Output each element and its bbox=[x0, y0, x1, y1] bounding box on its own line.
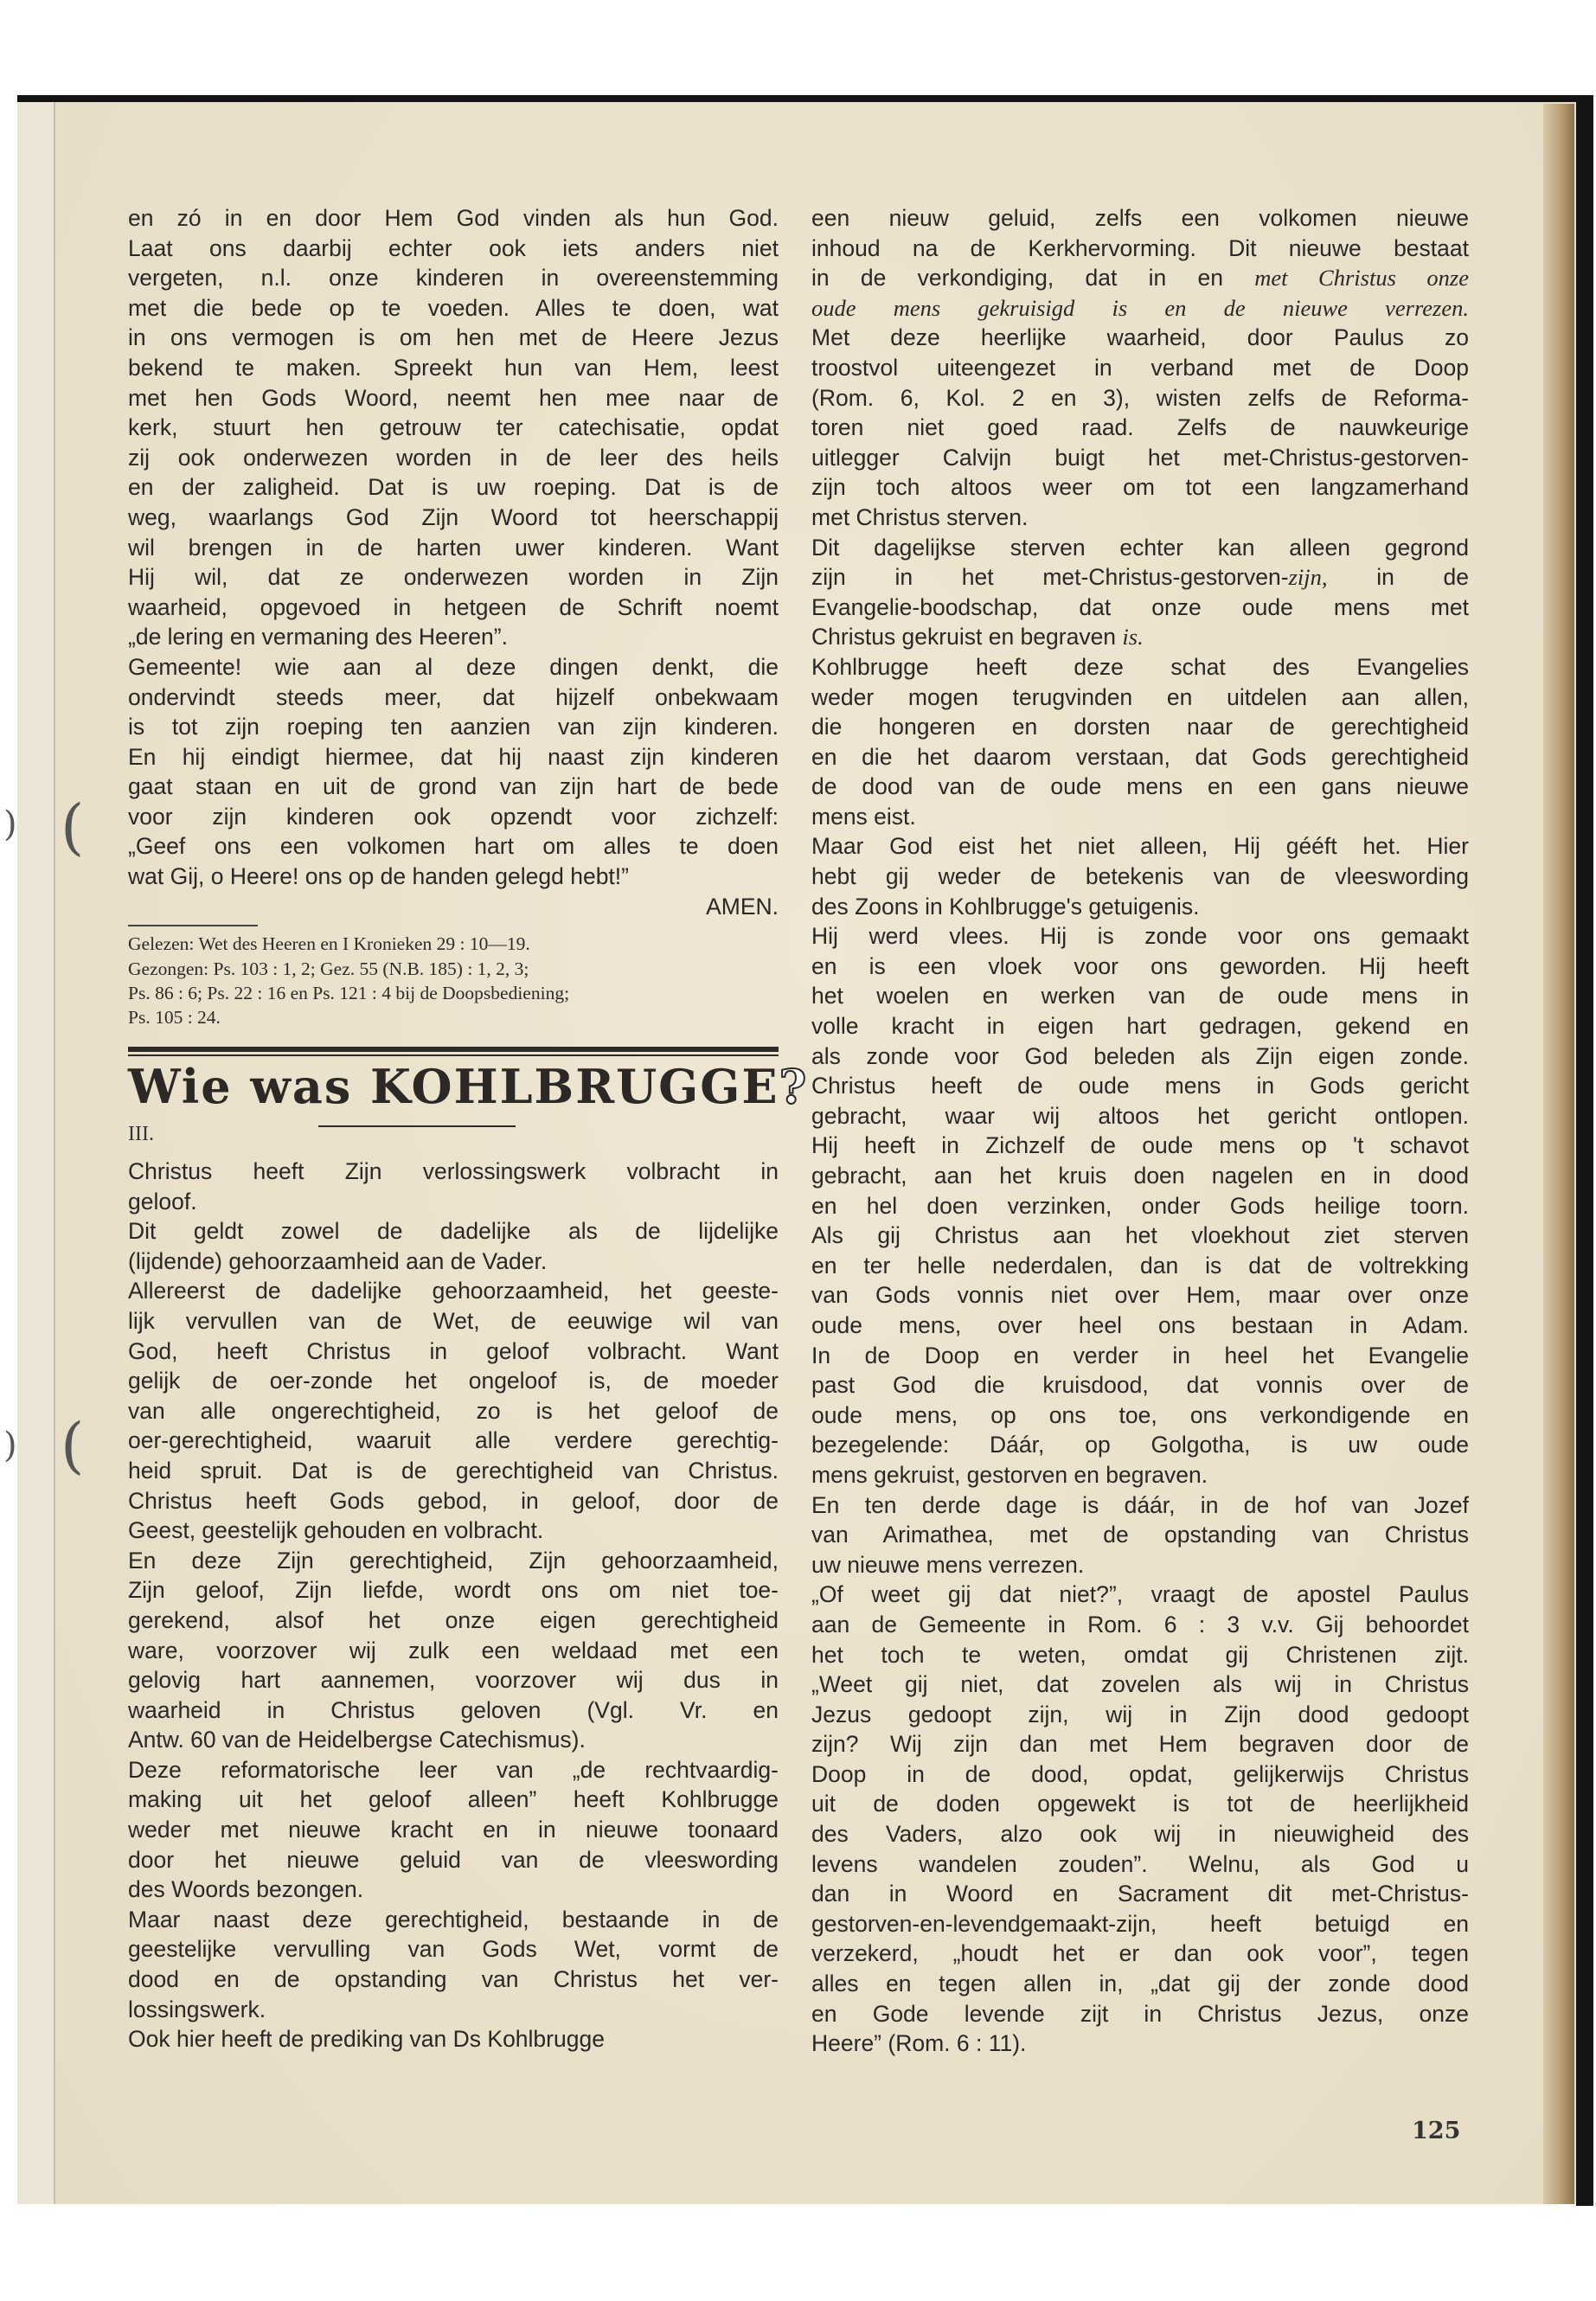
article-line: zijn toch altoos weer om tot een langzamerhand bbox=[811, 474, 1469, 501]
article-line: hebt gij weder de betekenis van de vleeswording bbox=[811, 863, 1469, 890]
article-line: ware, voorzover wij zulk een weldaad met een bbox=[128, 1637, 779, 1663]
article-line: Allereerst de dadelijke gehoorzaamheid, het geeste- bbox=[128, 1278, 779, 1304]
article-line: en ter helle nederdalen, dan is dat de voltrekking bbox=[811, 1252, 1469, 1279]
article-line: geloof. bbox=[128, 1188, 197, 1215]
sermon-line: en der zaligheid. Dat is uw roeping. Dat is de bbox=[128, 474, 779, 501]
sermon-line: bekend te maken. Spreekt hun van Hem, leest bbox=[128, 354, 779, 381]
article-line: „Of weet gij dat niet?”, vraagt de apostel Paulus bbox=[811, 1581, 1469, 1608]
page-number: 125 bbox=[1412, 2118, 1461, 2144]
article-line: heid spruit. Dat is de gerechtigheid van Christus. bbox=[128, 1457, 779, 1484]
sermon-line: gaat staan en uit de grond van zijn hart de bede bbox=[128, 773, 779, 800]
article-line: lossingswerk. bbox=[128, 1996, 266, 2022]
book-spine-edge bbox=[1543, 104, 1574, 2204]
article-line: (lijdende) gehoorzaamheid aan de Vader. bbox=[128, 1247, 548, 1274]
right-paragraph-4 bbox=[811, 652, 1469, 2059]
article-line: gebracht, aan het kruis doen nagelen en in dood bbox=[811, 1163, 1469, 1189]
article-line: waarheid in Christus geloven (Vgl. Vr. en bbox=[128, 1696, 779, 1723]
article-line: Christus heeft Zijn verlossingswerk volbracht in bbox=[128, 1158, 779, 1184]
article-line: het toch te weten, omdat gij Christenen zijt. bbox=[811, 1641, 1469, 1668]
article-line: verzekerd, „houdt het er dan ook voor”, tegen bbox=[811, 1940, 1469, 1967]
sermon-line: Gemeente! wie aan al deze dingen denkt, die bbox=[128, 653, 779, 680]
sermon-line: vergeten, n.l. onze kinderen in overeenstemming bbox=[128, 265, 779, 292]
article-line: gestorven-en-levendgemaakt-zijn, heeft betuigd en bbox=[811, 1910, 1469, 1937]
sermon-line: kerk, stuurt hen getrouw ter catechisatie, opdat bbox=[128, 414, 779, 441]
notes-divider bbox=[128, 925, 258, 926]
binding-margin bbox=[17, 102, 55, 2204]
article-line: gebracht, waar wij altoos het gericht ontlopen. bbox=[811, 1102, 1469, 1129]
article-line: Dit dagelijkse sterven echter kan alleen gegrond bbox=[811, 534, 1469, 561]
article-line: die hongeren en dorsten naar de gerechtigheid bbox=[811, 714, 1469, 740]
article-line: Maar God eist het niet alleen, Hij gééft het. Hier bbox=[811, 833, 1469, 860]
article-line: (Rom. 6, Kol. 2 en 3), wisten zelfs de Reforma- bbox=[811, 384, 1469, 411]
article-line: Deze reformatorische leer van „de rechtvaardig- bbox=[128, 1756, 779, 1783]
right-paragraph-1 bbox=[811, 203, 1469, 263]
article-line: uitlegger Calvijn buigt het met-Christus-gestorven- bbox=[811, 444, 1469, 471]
sermon-line: wil brengen in de harten uwer kinderen. Want bbox=[128, 534, 779, 561]
article-line: En ten derde dage is dáár, in de hof van Jozef bbox=[811, 1491, 1469, 1518]
article-title-mark: ? bbox=[779, 1059, 809, 1114]
sermon-line: „Geef ons een volkomen hart om alles te doen bbox=[128, 833, 779, 860]
article-headline bbox=[128, 1047, 809, 1127]
sermon-line: met hen Gods Woord, neemt hen mee naar de bbox=[128, 384, 779, 411]
article-line: weder met nieuwe kracht en in nieuwe toonaard bbox=[128, 1817, 779, 1843]
article-line: van Gods vonnis niet over Hem, maar over onze bbox=[811, 1282, 1469, 1309]
right-line-mixed-1 bbox=[811, 263, 1469, 293]
right-text-zijn-post: in de bbox=[1376, 564, 1470, 591]
article-title-main: Wie was KOHLBRUGGE bbox=[128, 1059, 779, 1114]
article-line: volle kracht in eigen hart gedragen, gekend en bbox=[811, 1013, 1469, 1040]
italic-zijn: zijn, bbox=[1288, 564, 1328, 591]
binding-ring-left-1: ) bbox=[3, 804, 17, 844]
article-line: Doop in de dood, opdat, gelijkerwijs Christus bbox=[811, 1760, 1469, 1787]
article-line: Ook hier heeft de prediking van Ds Kohlbrugge bbox=[128, 2026, 605, 2053]
scan-frame-right bbox=[1576, 95, 1593, 2206]
article-line: Evangelie-boodschap, dat onze oude mens met bbox=[811, 593, 1469, 620]
article-line: de dood van de oude mens en een gans nieuwe bbox=[811, 773, 1469, 800]
binding-ring-left-2: ) bbox=[3, 1426, 17, 1465]
article-line: Hij werd vlees. Hij is zonde voor ons gemaakt bbox=[811, 923, 1469, 950]
right-text-is-pre: Christus gekruist en begraven bbox=[811, 624, 1117, 651]
sermon-line: weg, waarlangs God Zijn Woord tot heerschappij bbox=[128, 503, 779, 530]
article-line: toren niet goed raad. Zelfs de nauwkeurige bbox=[811, 414, 1469, 441]
note-line: Ps. 105 : 24. bbox=[128, 1007, 221, 1029]
sermon-line: is tot zijn roeping ten aanzien van zijn kinderen. bbox=[128, 714, 779, 740]
left-column-sermon bbox=[128, 203, 779, 1030]
article-line: des Woords bezongen. bbox=[128, 1876, 364, 1903]
article-line: van alle ongerechtigheid, zo is het geloof de bbox=[128, 1397, 779, 1424]
article-line: bezegelende: Dáár, op Golgotha, is uw oude bbox=[811, 1432, 1469, 1458]
sermon-line: voor zijn kinderen ook opzendt voor zichzelf: bbox=[128, 803, 779, 830]
article-line: Met deze heerlijke waarheid, door Paulus zo bbox=[811, 324, 1469, 351]
right-text-lead: in de verkondiging, dat in en bbox=[811, 265, 1223, 292]
article-line: Maar naast deze gerechtigheid, bestaande in de bbox=[128, 1906, 779, 1932]
article-line: des Zoons in Kohlbrugge's getuigenis. bbox=[811, 893, 1200, 920]
sermon-line: en zó in en door Hem God vinden als hun God. bbox=[128, 205, 779, 231]
article-line: oer-gerechtigheid, waaruit alle verdere gerechtig- bbox=[128, 1427, 779, 1454]
note-line: Gezongen: Ps. 103 : 1, 2; Gez. 55 (N.B. 185) : 1, 2, 3; bbox=[128, 958, 529, 979]
sermon-line: En hij eindigt hiermee, dat hij naast zijn kinderen bbox=[128, 743, 779, 770]
right-paragraph-3 bbox=[811, 593, 1469, 623]
right-line-mixed-3 bbox=[811, 622, 1469, 652]
sermon-line: wat Gij, o Heere! ons op de handen gelegd hebt!” bbox=[128, 863, 629, 890]
article-line: mens gekruist, gestorven en begraven. bbox=[811, 1461, 1208, 1488]
article-line: alles en tegen allen in, „dat gij der zonde dood bbox=[811, 1971, 1469, 1997]
article-line: uit de doden opgewekt is tot de heerlijkheid bbox=[811, 1791, 1469, 1817]
article-line: en die het daarom verstaan, dat Gods gerechtigheid bbox=[811, 743, 1469, 770]
article-line: dan in Woord en Sacrament dit met-Christus- bbox=[811, 1881, 1469, 1907]
article-line: aan de Gemeente in Rom. 6 : 3 v.v. Gij behoordet bbox=[811, 1611, 1469, 1638]
article-line: En deze Zijn gerechtigheid, Zijn gehoorzaamheid, bbox=[128, 1547, 779, 1574]
article-line: als zonde voor God beleden als Zijn eigen zonde. bbox=[811, 1042, 1469, 1069]
article-line: weder mogen terugvinden en uitdelen aan allen, bbox=[811, 683, 1469, 710]
article-line: oude mens, op ons toe, ons verkondigende en bbox=[811, 1401, 1469, 1428]
article-line: Christus heeft de oude mens in Gods gericht bbox=[811, 1073, 1469, 1099]
italic-phrase-2: oude mens gekruisigd is en de nieuwe verrezen. bbox=[811, 294, 1469, 321]
note-line: Gelezen: Wet des Heeren en I Kronieken 29 : 10—19. bbox=[128, 933, 530, 955]
sermon-line: Laat ons daarbij echter ook iets anders niet bbox=[128, 234, 779, 261]
binding-ring-2: ( bbox=[61, 1410, 85, 1481]
italic-is: is. bbox=[1122, 624, 1144, 651]
article-line: dood en de opstanding van Christus het ver- bbox=[128, 1966, 779, 1993]
article-line: en hel doen verzinken, onder Gods heilige toorn. bbox=[811, 1192, 1469, 1219]
article-line: Als gij Christus aan het vloekhout ziet sterven bbox=[811, 1222, 1469, 1249]
article-line: gelijk de oer-zonde het ongeloof is, de moeder bbox=[128, 1368, 779, 1394]
amen: AMEN. bbox=[706, 893, 779, 920]
article-line: gelovig hart aannemen, voorzover wij dus in bbox=[128, 1667, 779, 1694]
article-line: making uit het geloof alleen” heeft Kohlbrugge bbox=[128, 1786, 779, 1813]
article-line: „Weet gij niet, dat zovelen als wij in Christus bbox=[811, 1671, 1469, 1698]
article-line: van Arimathea, met de opstanding van Christus bbox=[811, 1522, 1469, 1548]
article-line: met Christus sterven. bbox=[811, 503, 1029, 530]
headline-rule-thick bbox=[128, 1047, 779, 1052]
article-line: Hij heeft in Zichzelf de oude mens op 't schavot bbox=[811, 1132, 1469, 1159]
article-line: oude mens, over heel ons bestaan in Adam. bbox=[811, 1311, 1469, 1338]
sermon-line: met die bede op te voeden. Alles te doen, wat bbox=[128, 294, 779, 321]
right-line-mixed-2 bbox=[811, 562, 1469, 593]
italic-phrase-1: met Christus onze bbox=[1254, 265, 1469, 292]
article-line: en Gode levende zijt in Christus Jezus, onze bbox=[811, 2000, 1469, 2027]
article-line: mens eist. bbox=[811, 803, 916, 830]
article-line: levens wandelen zouden”. Welnu, als God u bbox=[811, 1850, 1469, 1877]
article-line: God, heeft Christus in geloof volbracht. Want bbox=[128, 1337, 779, 1364]
article-line: uw nieuwe mens verrezen. bbox=[811, 1551, 1085, 1578]
right-text-zijn-pre: zijn in het met-Christus-gestorven- bbox=[811, 564, 1289, 591]
headline-subrule bbox=[318, 1125, 516, 1127]
article-line: troostvol uiteengezet in verband met de Doop bbox=[811, 354, 1469, 381]
article-line: inhoud na de Kerkhervorming. Dit nieuwe bestaat bbox=[811, 234, 1469, 261]
article-line: Kohlbrugge heeft deze schat des Evangelies bbox=[811, 653, 1469, 680]
sermon-line: waarheid, opgevoed in hetgeen de Schrift noemt bbox=[128, 593, 779, 620]
article-line: een nieuw geluid, zelfs een volkomen nieuwe bbox=[811, 205, 1469, 231]
article-line: past God die kruisdood, dat vonnis over de bbox=[811, 1372, 1469, 1399]
article-line: het woelen en werken van de oude mens in bbox=[811, 983, 1469, 1009]
article-line: Heere” (Rom. 6 : 11). bbox=[811, 2030, 1027, 2057]
sermon-line: in ons vermogen is om hen met de Heere Jezus bbox=[128, 324, 779, 351]
sermon-line: zij ook onderwezen worden in de leer des heils bbox=[128, 444, 779, 471]
binding-ring-1: ( bbox=[61, 792, 85, 862]
note-line: Ps. 86 : 6; Ps. 22 : 16 en Ps. 121 : 4 bij de Doopsbediening; bbox=[128, 983, 570, 1004]
service-notes bbox=[128, 932, 779, 1030]
article-line: door het nieuwe geluid van de vleeswording bbox=[128, 1846, 779, 1873]
sermon-line: „de lering en vermaning des Heeren”. bbox=[128, 624, 508, 651]
article-line: lijk vervullen van de Wet, de eeuwige wil van bbox=[128, 1307, 779, 1334]
article-line: Zijn geloof, Zijn liefde, wordt ons om niet toe- bbox=[128, 1577, 779, 1604]
article-line: en is een vloek voor ons geworden. Hij heeft bbox=[811, 952, 1469, 979]
sermon-text bbox=[128, 203, 779, 892]
article-line: In de Doop en verder in heel het Evangelie bbox=[811, 1342, 1469, 1368]
article-line: Antw. 60 van de Heidelbergse Catechismus). bbox=[128, 1727, 586, 1753]
article-line: Geest, geestelijk gehouden en volbracht. bbox=[128, 1517, 544, 1544]
article-line: Jezus gedoopt zijn, wij in Zijn dood gedoopt bbox=[811, 1701, 1469, 1727]
article-title bbox=[128, 1056, 809, 1117]
article-line: zijn? Wij zijn dan met Hem begraven door de bbox=[811, 1731, 1469, 1758]
left-column-article bbox=[128, 1157, 779, 2054]
article-line: gerekend, alsof het onze eigen gerechtigheid bbox=[128, 1606, 779, 1633]
article-line: geestelijke vervulling van Gods Wet, vormt de bbox=[128, 1936, 779, 1963]
article-line: Christus heeft Gods gebod, in geloof, door de bbox=[128, 1487, 779, 1514]
right-column-article bbox=[811, 203, 1469, 2059]
article-line: Dit geldt zowel de dadelijke als de lijdelijke bbox=[128, 1218, 779, 1245]
article-line: des Vaders, alzo ook wij in nieuwigheid des bbox=[811, 1821, 1469, 1848]
right-paragraph-2 bbox=[811, 323, 1469, 562]
sermon-line: Hij wil, dat ze onderwezen worden in Zijn bbox=[128, 564, 779, 591]
sermon-line: ondervindt steeds meer, dat hijzelf onbekwaam bbox=[128, 683, 779, 710]
part-number: III. bbox=[128, 1123, 154, 1145]
